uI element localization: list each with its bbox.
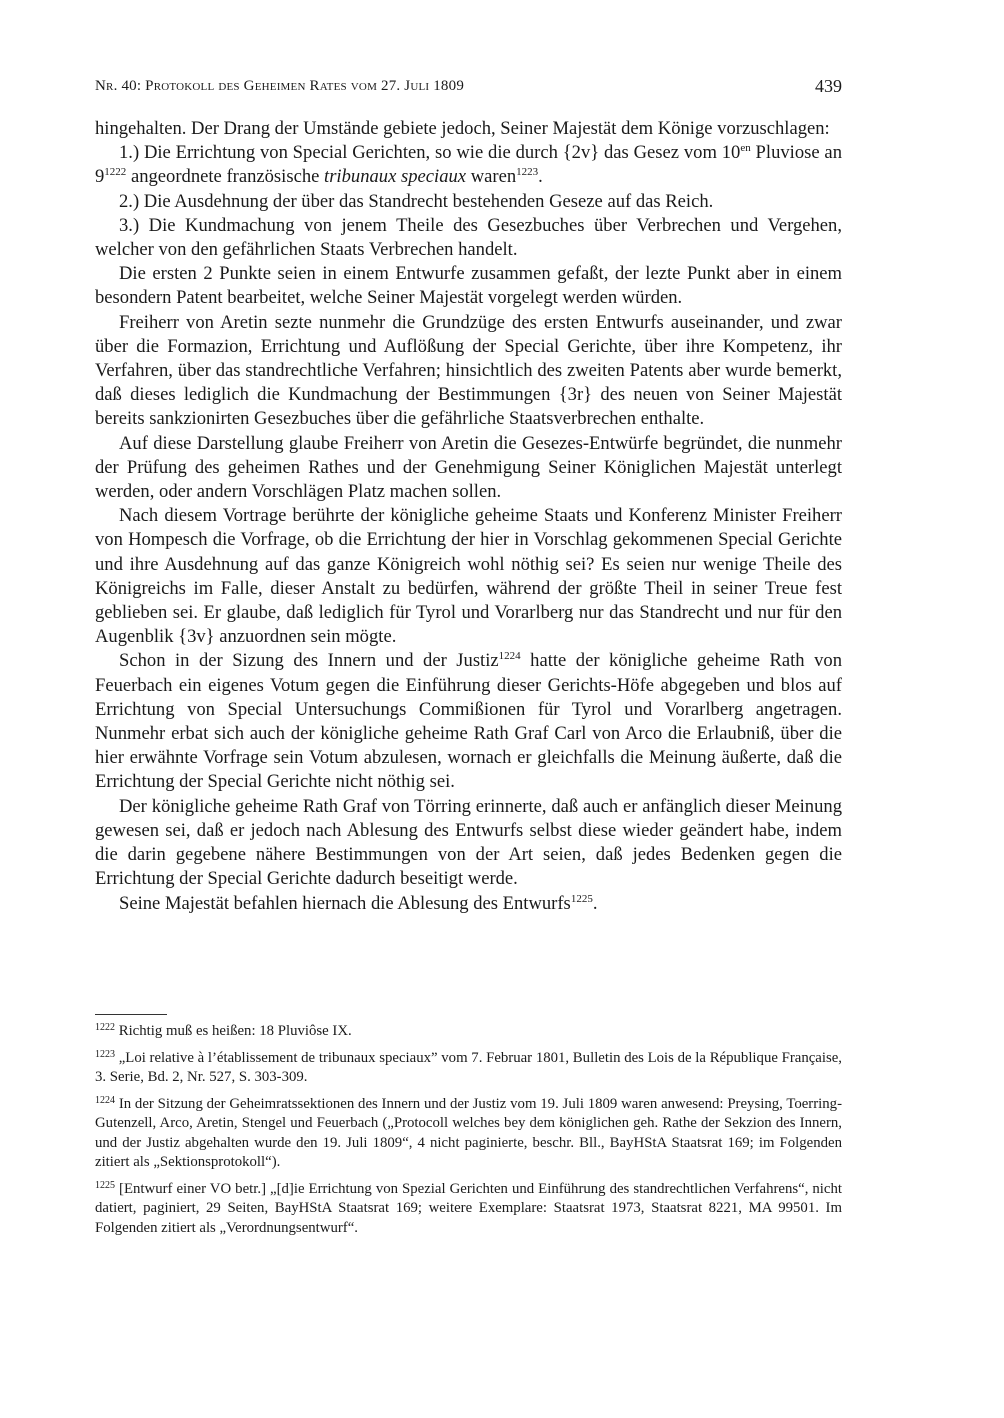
p2-text-b: Pluviose an 9 xyxy=(95,142,842,188)
p2-italic-term: tribunaux speciaux xyxy=(324,166,467,188)
footnote-ref-1223[interactable]: 1223 xyxy=(516,166,539,179)
footnote-ref-1222[interactable]: 1222 xyxy=(104,166,127,179)
footnote-ref-1224[interactable]: 1224 xyxy=(498,650,521,663)
main-text xyxy=(95,117,842,916)
footnote-text: In der Sitzung der Geheimratssektionen des Innern und der Justiz vom 19. Juli 1809 waren anwesend: Preysing, Toerring-Gutenzell, Arco, Aretin, Stengel und Feuerbach („Protocoll welches bey dem königlichen geh. Rathe der Sekzion des Innern, und der Justiz abgehalten wurde den 19. Juli 1809“, 4 nicht paginierte, beschr. Bll., BayHStA Staatsrat 169; im Folgenden zitiert als „Sektionsprotokoll“). xyxy=(95,1095,843,1170)
running-header xyxy=(95,76,842,100)
paragraph-7: Auf diese Darstellung glaube Freiherr von Aretin die Gesezes-Entwürfe begründet, die nunmehr der Prüfung des geheimen Rathes und der Genehmigung Seiner Königlichen Majestät unterlegt werden, oder andern Vorschlägen Platz machen sollen. xyxy=(95,432,842,503)
paragraph-11 xyxy=(95,892,842,916)
page-number: 439 xyxy=(815,76,842,96)
p2-text-a: 1.) Die Errichtung von Special Gerichten, so wie die durch {2v} das Gesez vom 10 xyxy=(119,142,741,164)
footnote-text: „Loi relative à l’établissement de tribunaux speciaux” vom 7. Februar 1801, Bulletin des Lois de la République Française, 3. Serie, Bd. 2, Nr. 527, S. 303-309. xyxy=(95,1049,843,1085)
footnote-text: Richtig muß es heißen: 18 Pluviôse IX. xyxy=(118,1023,352,1039)
footnote-1223 xyxy=(95,1049,842,1088)
footnote-divider xyxy=(95,1014,167,1015)
footnote-number: 1223 xyxy=(95,1048,115,1060)
paragraph-1: hingehalten. Der Drang der Umstände gebiete jedoch, Seiner Majestät dem Könige vorzuschlagen: xyxy=(95,118,830,139)
paragraph-8: Nach diesem Vortrage berührte der königliche geheime Staats und Konferenz Minister Freiherr von Hompesch die Vorfrage, ob die Errichtung der hier in Vorschlag gekommenen Special Gerichte und ihre Ausdehnung auf das ganze Königreich wohl nöthig sei? Es seien nur wenige Theile des Königreichs im Falle, dieser Anstalt zu bedürfen, während der größte Theil in seiner Treue fest geblieben sei. Er glaube, daß lediglich für Tyrol und Vorarlberg nur das Standrecht und nur für den Augenblik {3v} anzuordnen sein mögte. xyxy=(95,505,842,648)
p11-text-a: Seine Majestät befahlen hiernach die Ablesung des Entwurfs xyxy=(119,892,571,914)
paragraph-3: 2.) Die Ausdehnung der über das Standrecht bestehenden Geseze auf das Reich. xyxy=(119,190,714,212)
p9-text-b: hatte der königliche geheime Rath von Feuerbach ein eigenes Votum gegen die Einführung dieser Gerichts-Höfe abgegeben und blos auf Errichtung von Special Untersuchungs Commißionen für Tyrol und Vorarlberg angetragen. Nunmehr erbat sich auch der königliche geheime Rath Graf Carl von Arco die Erlaubniß, über die hier erwähnte Vorfrage sein Votum abzulesen, wornach er gleichfalls die Meinung äußerte, daß die Errichtung der Special Gerichte nicht nöthig sei. xyxy=(95,650,842,793)
p11-text-b: . xyxy=(592,892,598,914)
footnote-1225 xyxy=(95,1180,842,1239)
footnote-1224 xyxy=(95,1095,842,1173)
footnote-number: 1222 xyxy=(95,1022,115,1033)
paragraph-9 xyxy=(95,649,842,794)
p2-text-d: waren xyxy=(466,166,517,188)
paragraph-5: Die ersten 2 Punkte seien in einem Entwurfe zusammen gefaßt, der lezte Punkt aber in einem besondern Patent bearbeitet, welche Seiner Majestät vorgelegt werden würden. xyxy=(95,263,842,309)
paragraph-4: 3.) Die Kundmachung von jenem Theile des Gesezbuches über Verbrechen und Vergehen, welcher von den gefährlichen Staats Verbrechen handelt. xyxy=(95,214,842,261)
running-title: Nr. 40: Protokoll des Geheimen Rates vom 27. Juli 1809 xyxy=(95,78,465,94)
footnote-text: [Entwurf einer VO betr.] „[d]ie Errichtung von Spezial Gerichten und Einführung des standrechtlichen Verfahrens“, nicht datiert, paginiert, 29 Seiten, BayHStA Staatsrat 169; weitere Exemplare: Staatsrat 1973, Staatsrat 8221, MA 99501. Im Folgenden zitiert als „Verordnungsentwurf“. xyxy=(95,1180,842,1236)
footnote-1222 xyxy=(95,1022,842,1042)
paragraph-2 xyxy=(95,141,842,189)
footnote-ref-1225[interactable]: 1225 xyxy=(570,892,593,905)
p2-text-e: . xyxy=(538,166,543,188)
paragraph-6: Freiherr von Aretin sezte nunmehr die Grundzüge des ersten Entwurfs auseinander, und zwar über die Formazion, Errichtung und Auflößung der Special Gerichte, über ihre Kompetenz, ihr Verfahren, über das standrechtliche Verfahren; hinsichtlich des zweiten Patents aber wurde bemerkt, daß dieses lediglich die Kundmachung der Bestimmungen {3r} des neuen von Seiner Majestät bereits sankzionirten Gesezbuches über die gefährliche Staatsverbrechen enthalte. xyxy=(95,311,842,430)
footnotes xyxy=(95,1022,842,1245)
paragraph-10: Der königliche geheime Rath Graf von Törring erinnerte, daß auch er anfänglich dieser Meinung gewesen sei, daß er jedoch nach Ablesung des Entwurfs selbst diese wieder geändert habe, indem die darin gegebene nähere Bestimmungen von der Art seien, daß jedes Bedenken gegen die Errichtung der Special Gerichte dadurch beseitigt werde. xyxy=(95,795,842,890)
superscript-en: en xyxy=(740,142,751,155)
p2-text-c: angeordnete französische xyxy=(126,166,325,188)
p9-text-a: Schon in der Sizung des Innern und der Justiz xyxy=(119,650,499,672)
footnote-number: 1225 xyxy=(95,1179,115,1191)
footnote-number: 1224 xyxy=(95,1094,115,1106)
